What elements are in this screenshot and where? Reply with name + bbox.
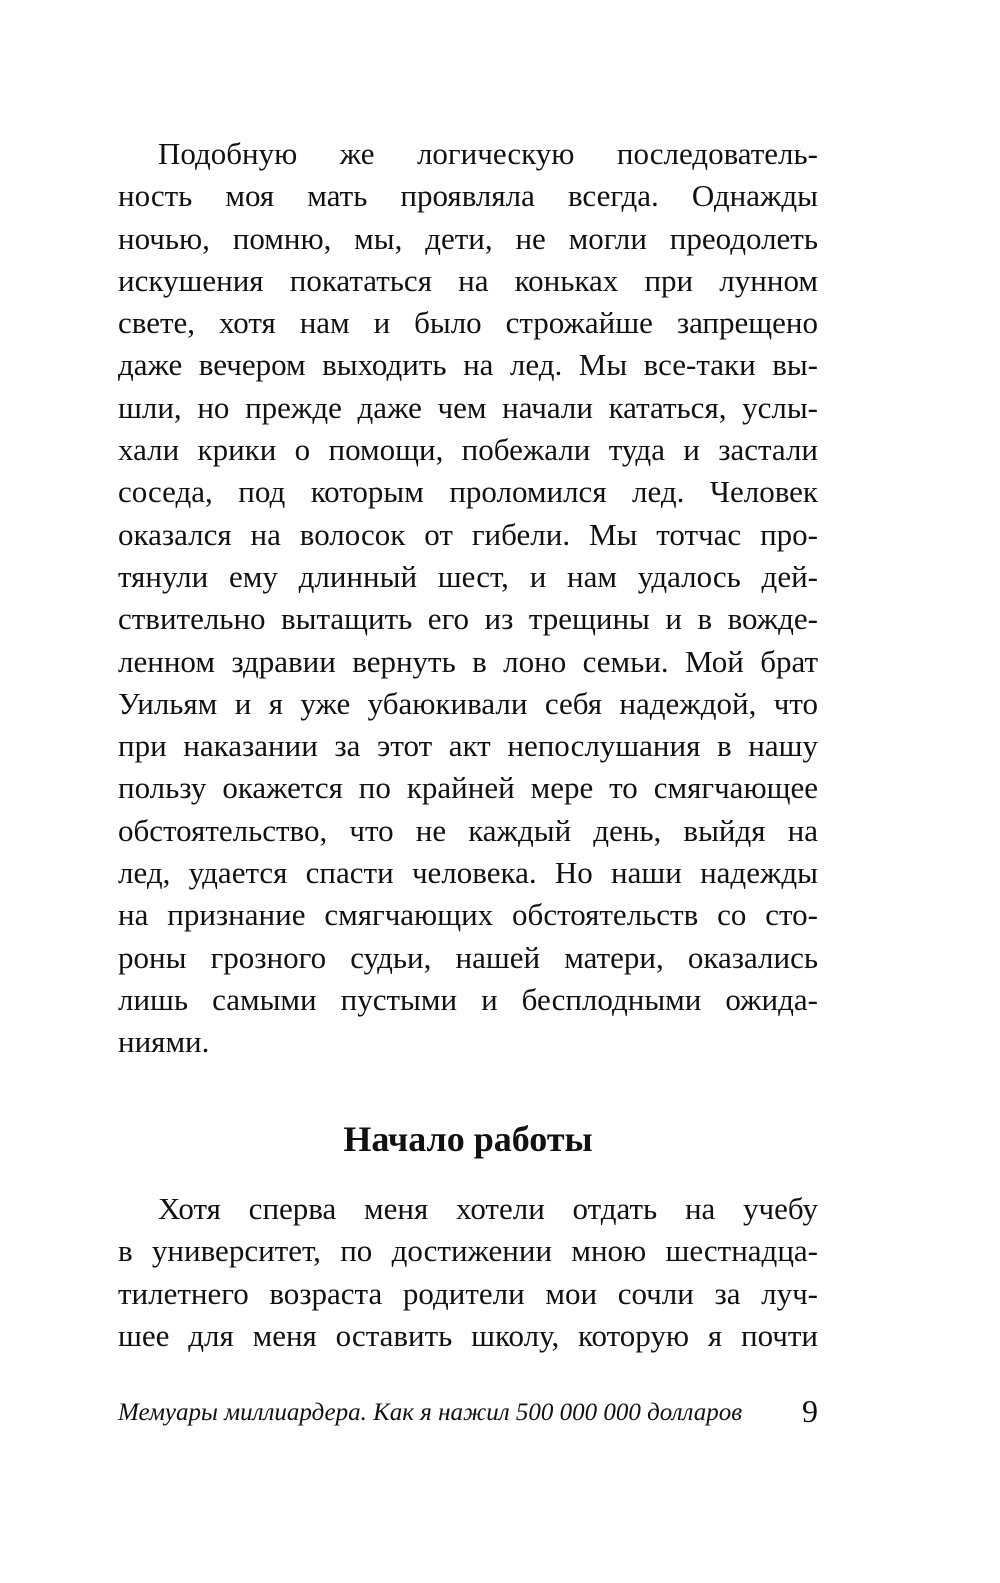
text-line: ность моя мать проявляла всегда. Однажды: [118, 178, 818, 214]
text-line: ствительно вытащить его из трещины и в вожде-: [118, 601, 818, 637]
text-line: шли, но прежде даже чем начали кататься, услы-: [118, 389, 818, 425]
text-line: даже вечером выходить на лед. Мы все-таки вы-: [118, 347, 818, 383]
text-line: оказался на волосок от гибели. Мы тотчас про-: [118, 516, 818, 552]
text-line: тилетнего возраста родители мои сочли за луч-: [118, 1275, 818, 1311]
text-line: соседа, под которым проломился лед. Человек: [118, 474, 818, 510]
text-line: Хотя сперва меня хотели отдать на учебу: [158, 1191, 818, 1226]
text-line: ночью, помню, мы, дети, не могли преодолеть: [118, 220, 818, 256]
text-line: Подобную же логическую последователь-: [158, 136, 818, 171]
text-line: лишь самыми пустыми и бесплодными ожида-: [118, 981, 818, 1017]
text-line: Уильям и я уже убаюкивали себя надеждой, что: [118, 685, 818, 721]
text-line: при наказании за этот акт непослушания в нашу: [118, 728, 818, 764]
text-line: лед, удается спасти человека. Но наши надежды: [118, 855, 818, 891]
running-footer-title: Мемуары миллиардера. Как я нажил 500 000 000 долларов: [118, 1399, 743, 1426]
text-line: свете, хотя нам и было строжайше запрещено: [118, 305, 818, 341]
text-line: ниями.: [118, 1024, 210, 1060]
paragraph-start-of-work: [118, 1188, 818, 1357]
text-line: на признание смягчающих обстоятельств со сто-: [118, 897, 818, 933]
text-line: роны грозного судьи, нашей матери, оказались: [118, 939, 818, 975]
page-number: 9: [802, 1393, 818, 1429]
section-heading: Начало работы: [343, 1119, 593, 1159]
paragraph-mother-logic: [118, 133, 818, 1064]
text-line: тянули ему длинный шест, и нам удалось дей-: [118, 558, 818, 594]
text-line: ленном здравии вернуть в лоно семьи. Мой брат: [118, 643, 818, 679]
text-line: шее для меня оставить школу, которую я почти: [118, 1317, 818, 1353]
text-line: обстоятельство, что не каждый день, выйдя на: [118, 812, 818, 848]
text-line: пользу окажется по крайней мере то смягчающее: [118, 770, 818, 806]
text-line: в университет, по достижении мною шестнадца-: [118, 1233, 818, 1269]
page-footer: [118, 1394, 818, 1430]
text-line: искушения покататься на коньках при лунном: [118, 262, 818, 298]
text-line: хали крики о помощи, побежали туда и застали: [118, 432, 818, 468]
